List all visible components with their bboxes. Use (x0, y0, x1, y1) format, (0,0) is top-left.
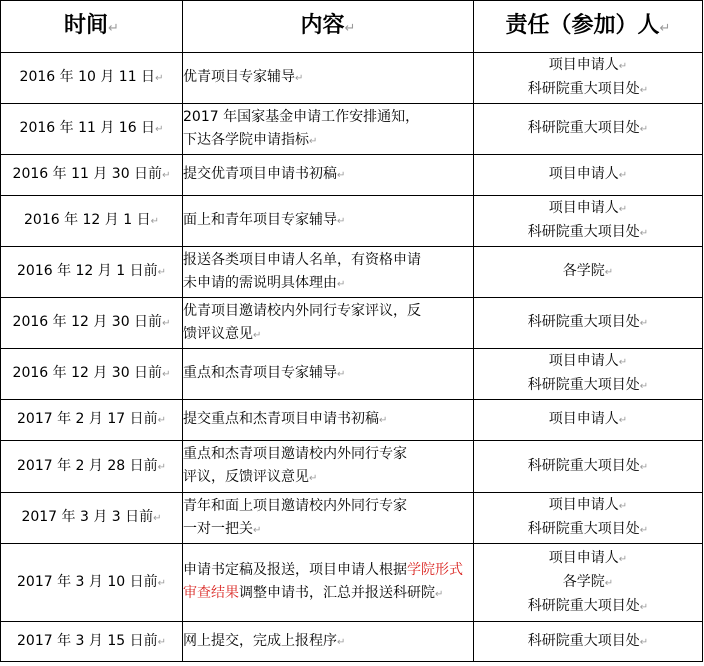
content-cell: 青年和面上项目邀请校内外同行专家 一对一把关↵ (183, 493, 474, 544)
table-row (1, 247, 703, 298)
responsible-cell: 项目申请人↵ 各学院↵ 科研院重大项目处↵ (474, 544, 703, 622)
responsible-cell: 项目申请人↵ 科研院重大项目处↵ (474, 493, 703, 544)
responsible-cell: 各学院↵ (474, 247, 703, 298)
table-row (1, 349, 703, 400)
date-cell: 2017 年 2 月 28 日前↵ (1, 441, 183, 493)
content-cell: 提交重点和杰青项目申请书初稿↵ (183, 400, 474, 441)
highlighted-text: 学院形式审查结果 (183, 562, 463, 601)
table-row (1, 544, 703, 622)
responsible-cell: 科研院重大项目处↵ (474, 441, 703, 493)
date-cell: 2016 年 12 月 1 日↵ (1, 196, 183, 247)
header-time: 时间↵ (1, 1, 183, 53)
responsible-cell: 项目申请人↵ 科研院重大项目处↵ (474, 53, 703, 104)
content-cell: 重点和杰青项目邀请校内外同行专家 评议，反馈评议意见↵ (183, 441, 474, 493)
date-cell: 2017 年 3 月 10 日前↵ (1, 544, 183, 622)
responsible-cell: 科研院重大项目处↵ (474, 104, 703, 155)
date-cell: 2017 年 2 月 17 日前↵ (1, 400, 183, 441)
responsible-cell: 项目申请人↵ (474, 155, 703, 196)
table-row (1, 53, 703, 104)
header-content: 内容↵ (183, 1, 474, 53)
date-cell: 2017 年 3 月 15 日前↵ (1, 622, 183, 662)
content-cell: 报送各类项目申请人名单，有资格申请 未申请的需说明具体理由↵ (183, 247, 474, 298)
table-row (1, 441, 703, 493)
table-row (1, 155, 703, 196)
responsible-cell: 科研院重大项目处↵ (474, 622, 703, 662)
date-cell: 2016 年 11 月 16 日↵ (1, 104, 183, 155)
date-cell: 2016 年 10 月 11 日↵ (1, 53, 183, 104)
table-row (1, 622, 703, 662)
responsible-cell: 项目申请人↵ (474, 400, 703, 441)
content-cell: 网上提交，完成上报程序↵ (183, 622, 474, 662)
content-cell: 面上和青年项目专家辅导↵ (183, 196, 474, 247)
responsible-cell: 项目申请人↵ 科研院重大项目处↵ (474, 349, 703, 400)
date-cell: 2016 年 12 月 30 日前↵ (1, 349, 183, 400)
date-cell: 2016 年 11 月 30 日前↵ (1, 155, 183, 196)
table-row (1, 104, 703, 155)
responsible-cell: 科研院重大项目处↵ (474, 298, 703, 349)
responsible-cell: 项目申请人↵ 科研院重大项目处↵ (474, 196, 703, 247)
table-row (1, 493, 703, 544)
content-cell: 提交优青项目申请书初稿↵ (183, 155, 474, 196)
date-cell: 2017 年 3 月 3 日前↵ (1, 493, 183, 544)
content-cell: 优青项目邀请校内外同行专家评议，反 馈评议意见↵ (183, 298, 474, 349)
content-cell: 2017 年国家基金申请工作安排通知， 下达各学院申请指标↵ (183, 104, 474, 155)
table-row (1, 298, 703, 349)
date-cell: 2016 年 12 月 30 日前↵ (1, 298, 183, 349)
content-cell: 优青项目专家辅导↵ (183, 53, 474, 104)
date-cell: 2016 年 12 月 1 日前↵ (1, 247, 183, 298)
header-responsible: 责任（参加）人↵ (474, 1, 703, 53)
content-cell: 申请书定稿及报送，项目申请人根据学院形式审查结果调整申请书，汇总并报送科研院↵ (183, 544, 474, 622)
table-row (1, 400, 703, 441)
header-row (1, 1, 703, 53)
table-row (1, 196, 703, 247)
content-cell: 重点和杰青项目专家辅导↵ (183, 349, 474, 400)
